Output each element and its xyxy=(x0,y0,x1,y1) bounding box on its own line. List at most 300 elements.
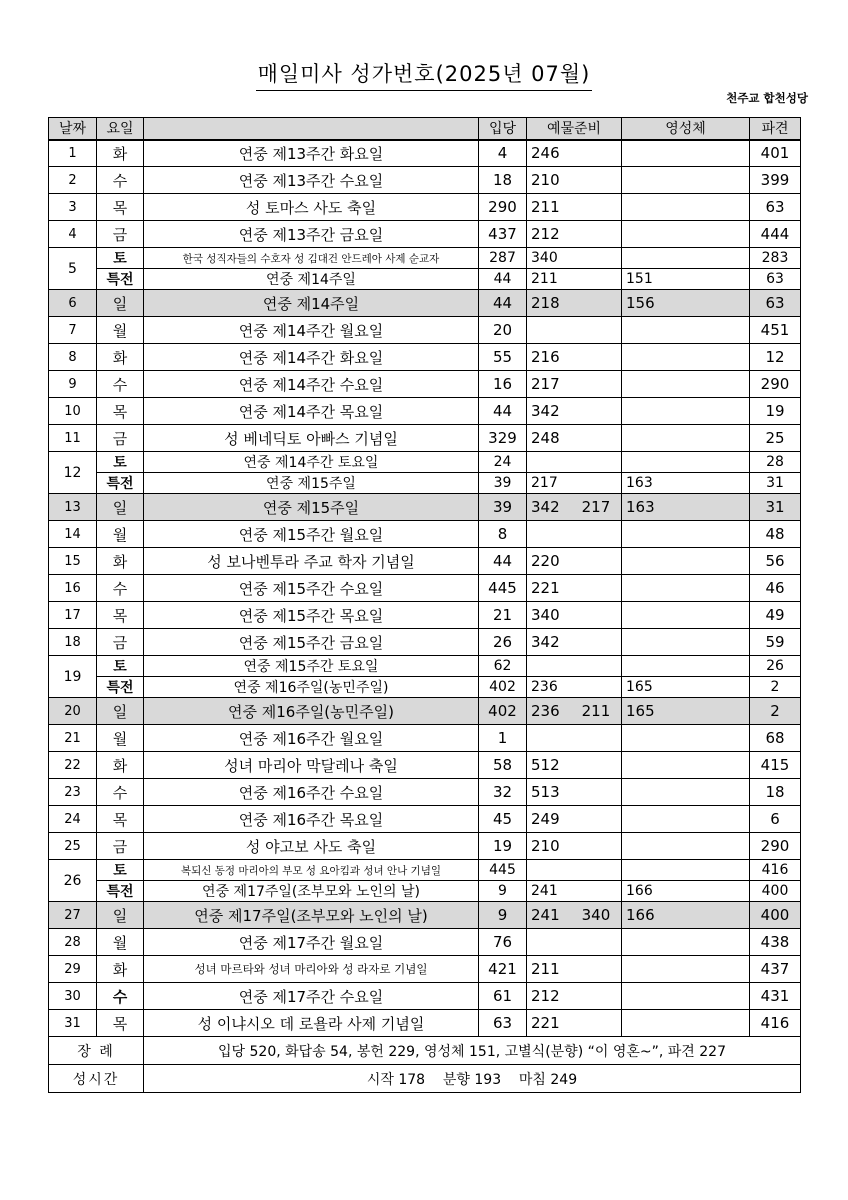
dismissal-hymn-cell: 400 xyxy=(750,902,801,929)
offertory-hymn: 246 xyxy=(531,144,560,163)
entrance-hymn-cell: 63 xyxy=(479,1010,527,1037)
day-cell: 14 xyxy=(49,521,97,548)
offertory-hymn-cell xyxy=(527,779,622,806)
entrance-hymn-cell: 445 xyxy=(479,575,527,602)
weekday-cell: 일 xyxy=(97,698,144,725)
dismissal-hymn-cell: 399 xyxy=(750,167,801,194)
table-row xyxy=(49,317,801,344)
communion-hymn-cell xyxy=(622,521,750,548)
offertory-hymn: 211 xyxy=(531,271,558,287)
dismissal-hymn-cell: 290 xyxy=(750,371,801,398)
header-communion: 영성체 xyxy=(622,118,750,140)
page-title: 매일미사 성가번호(2025년 07월) xyxy=(0,58,848,91)
table-row xyxy=(49,248,801,269)
offertory-hymn: 216 xyxy=(531,348,560,366)
day-cell: 3 xyxy=(49,194,97,221)
day-cell: 4 xyxy=(49,221,97,248)
offertory-hymn: 340 xyxy=(531,250,558,266)
communion-hymn-cell: 151 xyxy=(622,269,750,290)
offertory-hymn: 236 xyxy=(531,702,560,720)
communion-hymn-cell: 165 xyxy=(622,698,750,725)
offertory-hymn-cell xyxy=(527,881,622,902)
offertory-hymn-cell xyxy=(527,317,622,344)
communion-hymn-cell xyxy=(622,167,750,194)
weekday-cell: 토 xyxy=(97,656,144,677)
weekday-cell: 목 xyxy=(97,398,144,425)
dismissal-hymn-cell: 63 xyxy=(750,290,801,317)
dismissal-hymn-cell: 437 xyxy=(750,956,801,983)
communion-hymn-cell xyxy=(622,548,750,575)
offertory-hymn-cell xyxy=(527,548,622,575)
offertory-hymn-cell xyxy=(527,983,622,1010)
communion-hymn-cell xyxy=(622,779,750,806)
offertory-hymn: 211 xyxy=(531,198,560,216)
table-row xyxy=(49,548,801,575)
liturgy-title-cell: 연중 제14주간 목요일 xyxy=(144,398,479,425)
day-cell: 1 xyxy=(49,140,97,167)
hymn-schedule-table xyxy=(48,117,801,1093)
entrance-hymn-cell: 19 xyxy=(479,833,527,860)
entrance-hymn-cell: 18 xyxy=(479,167,527,194)
day-cell: 26 xyxy=(49,860,97,902)
dismissal-hymn-cell: 444 xyxy=(750,221,801,248)
communion-hymn-cell xyxy=(622,929,750,956)
communion-hymn-cell xyxy=(622,602,750,629)
table-row xyxy=(49,902,801,929)
dismissal-hymn-cell: 416 xyxy=(750,860,801,881)
weekday-cell: 특전 xyxy=(97,473,144,494)
offertory-hymn-cell xyxy=(527,806,622,833)
offertory-hymn: 218 xyxy=(531,294,560,312)
liturgy-title-cell: 연중 제13주간 화요일 xyxy=(144,140,479,167)
liturgy-title-cell: 연중 제16주간 수요일 xyxy=(144,779,479,806)
offertory-hymn-cell xyxy=(527,929,622,956)
day-cell: 30 xyxy=(49,983,97,1010)
day-cell: 31 xyxy=(49,1010,97,1037)
weekday-cell: 화 xyxy=(97,752,144,779)
entrance-hymn-cell: 76 xyxy=(479,929,527,956)
offertory-hymn-second: 340 xyxy=(581,906,611,924)
funeral-row xyxy=(49,1037,801,1065)
offertory-hymn-cell xyxy=(527,521,622,548)
offertory-hymn: 210 xyxy=(531,171,560,189)
weekday-cell: 월 xyxy=(97,929,144,956)
offertory-hymn: 342 xyxy=(531,633,560,651)
communion-hymn-cell xyxy=(622,752,750,779)
weekday-cell: 금 xyxy=(97,425,144,452)
weekday-cell: 토 xyxy=(97,452,144,473)
table-row xyxy=(49,656,801,677)
offertory-hymn-cell xyxy=(527,956,622,983)
dismissal-hymn-cell: 401 xyxy=(750,140,801,167)
offertory-hymn-cell xyxy=(527,575,622,602)
entrance-hymn-cell: 329 xyxy=(479,425,527,452)
table-row xyxy=(49,221,801,248)
liturgy-title-cell: 성 보나벤투라 주교 학자 기념일 xyxy=(144,548,479,575)
dismissal-hymn-cell: 2 xyxy=(750,698,801,725)
liturgy-title-cell: 성녀 마르타와 성녀 마리아와 성 라자로 기념일 xyxy=(144,956,479,983)
day-cell: 24 xyxy=(49,806,97,833)
liturgy-title-cell: 성 이냐시오 데 로욜라 사제 기념일 xyxy=(144,1010,479,1037)
liturgy-title-cell: 연중 제15주간 월요일 xyxy=(144,521,479,548)
dismissal-hymn-cell: 48 xyxy=(750,521,801,548)
liturgy-title-cell: 복되신 동정 마리아의 부모 성 요아킴과 성녀 안나 기념일 xyxy=(144,860,479,881)
header-title xyxy=(144,118,479,140)
communion-hymn-cell xyxy=(622,221,750,248)
dismissal-hymn-cell: 431 xyxy=(750,983,801,1010)
liturgy-title-cell: 연중 제14주간 월요일 xyxy=(144,317,479,344)
liturgy-title-cell: 연중 제17주일(조부모와 노인의 날) xyxy=(144,881,479,902)
liturgy-title-cell: 연중 제15주간 토요일 xyxy=(144,656,479,677)
communion-hymn-cell: 166 xyxy=(622,881,750,902)
dismissal-hymn-cell: 56 xyxy=(750,548,801,575)
day-cell: 17 xyxy=(49,602,97,629)
holy-hour-row xyxy=(49,1065,801,1093)
day-cell: 10 xyxy=(49,398,97,425)
weekday-cell: 일 xyxy=(97,494,144,521)
dismissal-hymn-cell: 31 xyxy=(750,473,801,494)
communion-hymn-cell xyxy=(622,1010,750,1037)
offertory-hymn-cell xyxy=(527,677,622,698)
weekday-cell: 화 xyxy=(97,140,144,167)
liturgy-title-cell: 연중 제14주일 xyxy=(144,269,479,290)
funeral-hymns: 입당 520, 화답송 54, 봉헌 229, 영성체 151, 고별식(분향) “이 영혼~”, 파견 227 xyxy=(144,1037,801,1065)
day-cell: 18 xyxy=(49,629,97,656)
liturgy-title-cell: 연중 제16주간 목요일 xyxy=(144,806,479,833)
communion-hymn-cell xyxy=(622,956,750,983)
dismissal-hymn-cell: 19 xyxy=(750,398,801,425)
day-cell: 12 xyxy=(49,452,97,494)
dismissal-hymn-cell: 451 xyxy=(750,317,801,344)
weekday-cell: 월 xyxy=(97,725,144,752)
dismissal-hymn-cell: 415 xyxy=(750,752,801,779)
offertory-hymn: 342 xyxy=(531,498,560,516)
offertory-hymn: 221 xyxy=(531,1014,560,1032)
offertory-hymn-second: 211 xyxy=(581,702,611,720)
offertory-hymn: 236 xyxy=(531,679,558,695)
entrance-hymn-cell: 24 xyxy=(479,452,527,473)
communion-hymn-cell: 163 xyxy=(622,473,750,494)
day-cell: 5 xyxy=(49,248,97,290)
communion-hymn-cell xyxy=(622,656,750,677)
liturgy-title-cell: 연중 제15주간 목요일 xyxy=(144,602,479,629)
offertory-hymn-cell xyxy=(527,167,622,194)
entrance-hymn-cell: 62 xyxy=(479,656,527,677)
entrance-hymn-cell: 16 xyxy=(479,371,527,398)
header-dismissal: 파견 xyxy=(750,118,801,140)
entrance-hymn-cell: 26 xyxy=(479,629,527,656)
weekday-cell: 목 xyxy=(97,806,144,833)
liturgy-title-cell: 연중 제16주일(농민주일) xyxy=(144,677,479,698)
weekday-cell: 금 xyxy=(97,221,144,248)
communion-hymn-cell xyxy=(622,248,750,269)
communion-hymn-cell: 156 xyxy=(622,290,750,317)
liturgy-title-cell: 성 토마스 사도 축일 xyxy=(144,194,479,221)
dismissal-hymn-cell: 59 xyxy=(750,629,801,656)
table-header-row xyxy=(49,118,801,140)
table-row xyxy=(49,629,801,656)
weekday-cell: 금 xyxy=(97,833,144,860)
weekday-cell: 특전 xyxy=(97,269,144,290)
weekday-cell: 월 xyxy=(97,521,144,548)
holy-hour-hymns: 시작 178 분향 193 마침 249 xyxy=(144,1065,801,1093)
liturgy-title-cell: 연중 제16주간 월요일 xyxy=(144,725,479,752)
dismissal-hymn-cell: 49 xyxy=(750,602,801,629)
weekday-cell: 화 xyxy=(97,956,144,983)
offertory-hymn-cell xyxy=(527,494,622,521)
liturgy-title-cell: 연중 제17주간 월요일 xyxy=(144,929,479,956)
offertory-hymn-second: 217 xyxy=(581,498,611,516)
table-row xyxy=(49,881,801,902)
liturgy-title-cell: 연중 제14주간 화요일 xyxy=(144,344,479,371)
entrance-hymn-cell: 4 xyxy=(479,140,527,167)
weekday-cell: 수 xyxy=(97,371,144,398)
table-row xyxy=(49,344,801,371)
header-entrance: 입당 xyxy=(479,118,527,140)
holy-hour-label: 성시간 xyxy=(49,1065,144,1093)
offertory-hymn-cell xyxy=(527,860,622,881)
weekday-cell: 목 xyxy=(97,194,144,221)
entrance-hymn-cell: 9 xyxy=(479,881,527,902)
weekday-cell: 수 xyxy=(97,779,144,806)
entrance-hymn-cell: 445 xyxy=(479,860,527,881)
liturgy-title-cell: 연중 제15주간 금요일 xyxy=(144,629,479,656)
day-cell: 29 xyxy=(49,956,97,983)
table-row xyxy=(49,140,801,167)
day-cell: 28 xyxy=(49,929,97,956)
table-row xyxy=(49,752,801,779)
table-row xyxy=(49,290,801,317)
offertory-hymn-cell xyxy=(527,473,622,494)
day-cell: 8 xyxy=(49,344,97,371)
liturgy-title-cell: 성녀 마리아 막달레나 축일 xyxy=(144,752,479,779)
offertory-hymn-cell xyxy=(527,1010,622,1037)
entrance-hymn-cell: 55 xyxy=(479,344,527,371)
table-row xyxy=(49,779,801,806)
communion-hymn-cell xyxy=(622,371,750,398)
table-row xyxy=(49,602,801,629)
communion-hymn-cell xyxy=(622,725,750,752)
liturgy-title-cell: 연중 제13주간 수요일 xyxy=(144,167,479,194)
offertory-hymn-cell xyxy=(527,902,622,929)
table-row xyxy=(49,833,801,860)
communion-hymn-cell: 165 xyxy=(622,677,750,698)
weekday-cell: 화 xyxy=(97,344,144,371)
table-row xyxy=(49,194,801,221)
offertory-hymn-cell xyxy=(527,269,622,290)
offertory-hymn: 220 xyxy=(531,552,560,570)
day-cell: 6 xyxy=(49,290,97,317)
entrance-hymn-cell: 44 xyxy=(479,398,527,425)
offertory-hymn-cell xyxy=(527,398,622,425)
entrance-hymn-cell: 61 xyxy=(479,983,527,1010)
weekday-cell: 일 xyxy=(97,902,144,929)
weekday-cell: 월 xyxy=(97,317,144,344)
offertory-hymn: 212 xyxy=(531,987,560,1005)
day-cell: 7 xyxy=(49,317,97,344)
communion-hymn-cell xyxy=(622,425,750,452)
liturgy-title-cell: 성 베네딕토 아빠스 기념일 xyxy=(144,425,479,452)
communion-hymn-cell xyxy=(622,983,750,1010)
liturgy-title-cell: 연중 제15주일 xyxy=(144,494,479,521)
day-cell: 16 xyxy=(49,575,97,602)
offertory-hymn: 513 xyxy=(531,783,560,801)
weekday-cell: 수 xyxy=(97,167,144,194)
communion-hymn-cell xyxy=(622,860,750,881)
communion-hymn-cell xyxy=(622,344,750,371)
entrance-hymn-cell: 44 xyxy=(479,269,527,290)
offertory-hymn: 249 xyxy=(531,810,560,828)
offertory-hymn: 211 xyxy=(531,960,560,978)
header-weekday: 요일 xyxy=(97,118,144,140)
communion-hymn-cell xyxy=(622,833,750,860)
offertory-hymn: 221 xyxy=(531,579,560,597)
liturgy-title-cell: 연중 제13주간 금요일 xyxy=(144,221,479,248)
offertory-hymn: 342 xyxy=(531,402,560,420)
table-row xyxy=(49,956,801,983)
communion-hymn-cell xyxy=(622,317,750,344)
entrance-hymn-cell: 32 xyxy=(479,779,527,806)
dismissal-hymn-cell: 28 xyxy=(750,452,801,473)
entrance-hymn-cell: 21 xyxy=(479,602,527,629)
offertory-hymn: 217 xyxy=(531,375,560,393)
table-row xyxy=(49,677,801,698)
entrance-hymn-cell: 437 xyxy=(479,221,527,248)
header-offertory: 예물준비 xyxy=(527,118,622,140)
offertory-hymn-cell xyxy=(527,725,622,752)
communion-hymn-cell xyxy=(622,140,750,167)
dismissal-hymn-cell: 68 xyxy=(750,725,801,752)
offertory-hymn: 512 xyxy=(531,756,560,774)
dismissal-hymn-cell: 400 xyxy=(750,881,801,902)
offertory-hymn-cell xyxy=(527,629,622,656)
weekday-cell: 토 xyxy=(97,860,144,881)
day-cell: 2 xyxy=(49,167,97,194)
offertory-hymn-cell xyxy=(527,602,622,629)
table-row xyxy=(49,425,801,452)
dismissal-hymn-cell: 283 xyxy=(750,248,801,269)
dismissal-hymn-cell: 26 xyxy=(750,656,801,677)
table-row xyxy=(49,806,801,833)
dismissal-hymn-cell: 438 xyxy=(750,929,801,956)
entrance-hymn-cell: 1 xyxy=(479,725,527,752)
liturgy-title-cell: 연중 제14주간 토요일 xyxy=(144,452,479,473)
entrance-hymn-cell: 9 xyxy=(479,902,527,929)
table-row xyxy=(49,860,801,881)
entrance-hymn-cell: 44 xyxy=(479,290,527,317)
weekday-cell: 금 xyxy=(97,629,144,656)
weekday-cell: 수 xyxy=(97,575,144,602)
entrance-hymn-cell: 287 xyxy=(479,248,527,269)
entrance-hymn-cell: 45 xyxy=(479,806,527,833)
funeral-label: 장 례 xyxy=(49,1037,144,1065)
day-cell: 11 xyxy=(49,425,97,452)
weekday-cell: 목 xyxy=(97,1010,144,1037)
day-cell: 21 xyxy=(49,725,97,752)
weekday-cell: 일 xyxy=(97,290,144,317)
table-row xyxy=(49,1010,801,1037)
communion-hymn-cell xyxy=(622,629,750,656)
dismissal-hymn-cell: 63 xyxy=(750,269,801,290)
entrance-hymn-cell: 290 xyxy=(479,194,527,221)
offertory-hymn: 241 xyxy=(531,883,558,899)
header-day: 날짜 xyxy=(49,118,97,140)
weekday-cell: 토 xyxy=(97,248,144,269)
offertory-hymn-cell xyxy=(527,248,622,269)
communion-hymn-cell: 166 xyxy=(622,902,750,929)
offertory-hymn: 210 xyxy=(531,837,560,855)
table-row xyxy=(49,983,801,1010)
dismissal-hymn-cell: 2 xyxy=(750,677,801,698)
table-row xyxy=(49,494,801,521)
entrance-hymn-cell: 39 xyxy=(479,494,527,521)
day-cell: 15 xyxy=(49,548,97,575)
dismissal-hymn-cell: 31 xyxy=(750,494,801,521)
table-row xyxy=(49,269,801,290)
day-cell: 27 xyxy=(49,902,97,929)
offertory-hymn: 248 xyxy=(531,429,560,447)
parish-name: 천주교 합천성당 xyxy=(726,91,808,105)
entrance-hymn-cell: 58 xyxy=(479,752,527,779)
dismissal-hymn-cell: 290 xyxy=(750,833,801,860)
table-row xyxy=(49,398,801,425)
entrance-hymn-cell: 421 xyxy=(479,956,527,983)
liturgy-title-cell: 연중 제16주일(농민주일) xyxy=(144,698,479,725)
liturgy-title-cell: 연중 제15주간 수요일 xyxy=(144,575,479,602)
offertory-hymn: 212 xyxy=(531,225,560,243)
dismissal-hymn-cell: 6 xyxy=(750,806,801,833)
communion-hymn-cell xyxy=(622,194,750,221)
liturgy-title-cell: 연중 제15주일 xyxy=(144,473,479,494)
liturgy-title-cell: 연중 제17주간 수요일 xyxy=(144,983,479,1010)
table-row xyxy=(49,473,801,494)
table-row xyxy=(49,575,801,602)
table-row xyxy=(49,725,801,752)
dismissal-hymn-cell: 25 xyxy=(750,425,801,452)
offertory-hymn-cell xyxy=(527,656,622,677)
offertory-hymn-cell xyxy=(527,344,622,371)
liturgy-title-cell: 연중 제17주일(조부모와 노인의 날) xyxy=(144,902,479,929)
table-row xyxy=(49,167,801,194)
weekday-cell: 목 xyxy=(97,602,144,629)
offertory-hymn: 340 xyxy=(531,606,560,624)
offertory-hymn-cell xyxy=(527,452,622,473)
offertory-hymn-cell xyxy=(527,698,622,725)
offertory-hymn-cell xyxy=(527,371,622,398)
communion-hymn-cell xyxy=(622,575,750,602)
liturgy-title-cell: 연중 제14주일 xyxy=(144,290,479,317)
entrance-hymn-cell: 402 xyxy=(479,677,527,698)
offertory-hymn-cell xyxy=(527,833,622,860)
offertory-hymn-cell xyxy=(527,752,622,779)
communion-hymn-cell xyxy=(622,452,750,473)
entrance-hymn-cell: 20 xyxy=(479,317,527,344)
entrance-hymn-cell: 8 xyxy=(479,521,527,548)
offertory-hymn-cell xyxy=(527,140,622,167)
offertory-hymn: 217 xyxy=(531,475,558,491)
table-row xyxy=(49,929,801,956)
liturgy-title-cell: 한국 성직자들의 수호자 성 김대건 안드레아 사제 순교자 xyxy=(144,248,479,269)
entrance-hymn-cell: 402 xyxy=(479,698,527,725)
table-row xyxy=(49,452,801,473)
communion-hymn-cell xyxy=(622,398,750,425)
day-cell: 22 xyxy=(49,752,97,779)
dismissal-hymn-cell: 18 xyxy=(750,779,801,806)
day-cell: 25 xyxy=(49,833,97,860)
table-row xyxy=(49,698,801,725)
offertory-hymn-cell xyxy=(527,194,622,221)
day-cell: 9 xyxy=(49,371,97,398)
